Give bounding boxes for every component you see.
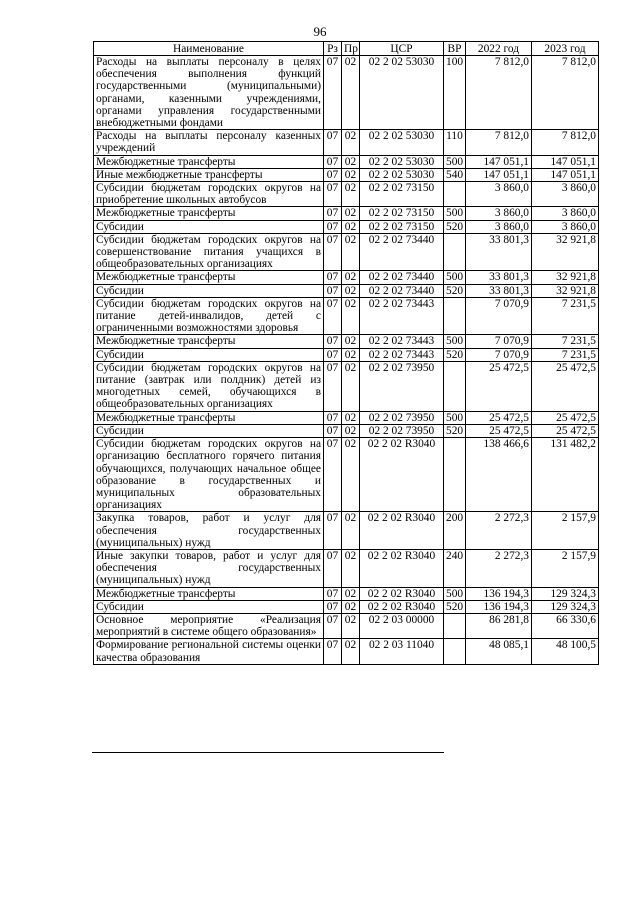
cell-target-article: 02 2 02 73440 (360, 271, 444, 284)
cell-expense-type (444, 182, 466, 207)
cell-target-article: 02 2 02 73443 (360, 335, 444, 348)
cell-amount-2022: 33 801,3 (466, 284, 532, 297)
cell-subsection: 02 (342, 639, 360, 664)
cell-amount-2022: 25 472,5 (466, 411, 532, 424)
cell-subsection: 02 (342, 233, 360, 271)
cell-amount-2023: 3 860,0 (532, 182, 599, 207)
column-header-2022: 2022 год (466, 42, 532, 56)
table-row (94, 233, 599, 271)
cell-target-article: 02 2 02 53030 (360, 168, 444, 181)
cell-name: Субсидии бюджетам городских округов на приобретение школьных автобусов (94, 182, 324, 207)
cell-section: 07 (324, 182, 342, 207)
cell-expense-type: 500 (444, 155, 466, 168)
table-row (94, 284, 599, 297)
cell-subsection: 02 (342, 613, 360, 638)
cell-amount-2023: 32 921,8 (532, 284, 599, 297)
cell-name: Субсидии (94, 600, 324, 613)
table-row (94, 130, 599, 155)
footer-divider (92, 752, 444, 753)
cell-amount-2022: 2 272,3 (466, 512, 532, 550)
cell-amount-2022: 7 070,9 (466, 335, 532, 348)
cell-name: Расходы на выплаты персоналу в целях обеспечения выполнения функций государственными (муниципальными) органами, казенными учреждениями, органами управления государственными внебюджетными фондами (94, 56, 324, 130)
table-row (94, 335, 599, 348)
cell-amount-2023: 66 330,6 (532, 613, 599, 638)
cell-amount-2022: 2 272,3 (466, 549, 532, 587)
cell-target-article: 02 2 02 R3040 (360, 600, 444, 613)
cell-target-article: 02 2 02 R3040 (360, 587, 444, 600)
cell-target-article: 02 2 02 73950 (360, 361, 444, 411)
cell-subsection: 02 (342, 587, 360, 600)
cell-section: 07 (324, 271, 342, 284)
cell-section: 07 (324, 411, 342, 424)
cell-amount-2022: 3 860,0 (466, 182, 532, 207)
cell-target-article: 02 2 02 53030 (360, 130, 444, 155)
cell-amount-2023: 25 472,5 (532, 411, 599, 424)
cell-target-article: 02 2 03 11040 (360, 639, 444, 664)
table-row (94, 512, 599, 550)
cell-target-article: 02 2 02 R3040 (360, 512, 444, 550)
cell-amount-2023: 7 231,5 (532, 297, 599, 335)
column-header-expense-type: ВР (444, 42, 466, 56)
column-header-name: Наименование (94, 42, 324, 56)
cell-expense-type (444, 297, 466, 335)
cell-subsection: 02 (342, 348, 360, 361)
cell-section: 07 (324, 130, 342, 155)
cell-section: 07 (324, 207, 342, 220)
cell-name: Субсидии бюджетам городских округов на организацию бесплатного горячего питания обучающихся, получающих начальное общее образование в государственных и муниципальных образовательных организациях (94, 438, 324, 512)
column-header-target-article: ЦСР (360, 42, 444, 56)
cell-amount-2022: 25 472,5 (466, 424, 532, 437)
cell-amount-2022: 3 860,0 (466, 220, 532, 233)
cell-amount-2022: 33 801,3 (466, 271, 532, 284)
cell-name: Межбюджетные трансферты (94, 411, 324, 424)
cell-name: Межбюджетные трансферты (94, 587, 324, 600)
cell-section: 07 (324, 335, 342, 348)
cell-subsection: 02 (342, 168, 360, 181)
cell-subsection: 02 (342, 155, 360, 168)
cell-amount-2022: 136 194,3 (466, 600, 532, 613)
table-row (94, 220, 599, 233)
cell-amount-2023: 25 472,5 (532, 424, 599, 437)
cell-section: 07 (324, 297, 342, 335)
cell-name: Субсидии (94, 348, 324, 361)
cell-amount-2023: 129 324,3 (532, 600, 599, 613)
cell-target-article: 02 2 03 00000 (360, 613, 444, 638)
cell-name: Межбюджетные трансферты (94, 155, 324, 168)
cell-expense-type: 500 (444, 335, 466, 348)
cell-amount-2022: 7 812,0 (466, 130, 532, 155)
cell-amount-2023: 147 051,1 (532, 168, 599, 181)
cell-target-article: 02 2 02 R3040 (360, 549, 444, 587)
cell-expense-type: 500 (444, 587, 466, 600)
cell-expense-type: 200 (444, 512, 466, 550)
cell-subsection: 02 (342, 361, 360, 411)
cell-section: 07 (324, 284, 342, 297)
cell-amount-2023: 25 472,5 (532, 361, 599, 411)
cell-amount-2022: 7 812,0 (466, 56, 532, 130)
cell-section: 07 (324, 168, 342, 181)
cell-amount-2022: 136 194,3 (466, 587, 532, 600)
cell-target-article: 02 2 02 73150 (360, 182, 444, 207)
cell-section: 07 (324, 600, 342, 613)
cell-section: 07 (324, 348, 342, 361)
table-row (94, 297, 599, 335)
cell-amount-2022: 25 472,5 (466, 361, 532, 411)
cell-amount-2022: 138 466,6 (466, 438, 532, 512)
table-row (94, 168, 599, 181)
column-header-section: Рз (324, 42, 342, 56)
table-row (94, 348, 599, 361)
cell-expense-type (444, 361, 466, 411)
cell-subsection: 02 (342, 182, 360, 207)
cell-name: Расходы на выплаты персоналу казенных учреждений (94, 130, 324, 155)
cell-amount-2022: 3 860,0 (466, 207, 532, 220)
cell-section: 07 (324, 639, 342, 664)
cell-subsection: 02 (342, 207, 360, 220)
cell-subsection: 02 (342, 600, 360, 613)
table-row (94, 411, 599, 424)
cell-name: Субсидии бюджетам городских округов на совершенствование питания учащихся в общеобразовательных организациях (94, 233, 324, 271)
table-row (94, 549, 599, 587)
cell-name: Субсидии (94, 424, 324, 437)
cell-amount-2022: 7 070,9 (466, 297, 532, 335)
cell-subsection: 02 (342, 424, 360, 437)
cell-target-article: 02 2 02 73150 (360, 207, 444, 220)
cell-expense-type: 520 (444, 284, 466, 297)
cell-section: 07 (324, 549, 342, 587)
cell-target-article: 02 2 02 73150 (360, 220, 444, 233)
cell-amount-2022: 7 070,9 (466, 348, 532, 361)
cell-name: Иные межбюджетные трансферты (94, 168, 324, 181)
cell-subsection: 02 (342, 335, 360, 348)
cell-name: Субсидии бюджетам городских округов на питание (завтрак или полдник) детей из многодетных семей, обучающихся в общеобразовательных организациях (94, 361, 324, 411)
cell-expense-type: 520 (444, 600, 466, 613)
cell-section: 07 (324, 155, 342, 168)
header-row (94, 42, 599, 56)
cell-section: 07 (324, 613, 342, 638)
column-header-subsection: Пр (342, 42, 360, 56)
table-row (94, 424, 599, 437)
cell-subsection: 02 (342, 438, 360, 512)
cell-section: 07 (324, 587, 342, 600)
cell-section: 07 (324, 233, 342, 271)
cell-expense-type: 100 (444, 56, 466, 130)
table-row (94, 600, 599, 613)
cell-target-article: 02 2 02 73440 (360, 233, 444, 271)
cell-name: Основное мероприятие «Реализация мероприятий в системе общего образования» (94, 613, 324, 638)
cell-amount-2022: 33 801,3 (466, 233, 532, 271)
cell-amount-2023: 147 051,1 (532, 155, 599, 168)
cell-target-article: 02 2 02 73443 (360, 297, 444, 335)
cell-amount-2023: 7 231,5 (532, 348, 599, 361)
cell-amount-2023: 2 157,9 (532, 549, 599, 587)
cell-amount-2023: 131 482,2 (532, 438, 599, 512)
cell-amount-2023: 3 860,0 (532, 207, 599, 220)
table-row (94, 155, 599, 168)
cell-expense-type: 520 (444, 220, 466, 233)
cell-section: 07 (324, 438, 342, 512)
cell-amount-2023: 32 921,8 (532, 271, 599, 284)
cell-target-article: 02 2 02 73443 (360, 348, 444, 361)
cell-subsection: 02 (342, 284, 360, 297)
cell-amount-2023: 7 812,0 (532, 130, 599, 155)
cell-expense-type: 110 (444, 130, 466, 155)
cell-amount-2022: 147 051,1 (466, 168, 532, 181)
cell-expense-type: 540 (444, 168, 466, 181)
table-row (94, 438, 599, 512)
budget-table (93, 41, 599, 665)
cell-expense-type: 500 (444, 207, 466, 220)
cell-target-article: 02 2 02 73950 (360, 411, 444, 424)
table-row (94, 207, 599, 220)
cell-amount-2022: 147 051,1 (466, 155, 532, 168)
cell-name: Межбюджетные трансферты (94, 335, 324, 348)
cell-name: Иные закупки товаров, работ и услуг для обеспечения государственных (муниципальных) нужд (94, 549, 324, 587)
cell-amount-2023: 129 324,3 (532, 587, 599, 600)
cell-subsection: 02 (342, 512, 360, 550)
cell-expense-type (444, 613, 466, 638)
cell-name: Межбюджетные трансферты (94, 271, 324, 284)
cell-target-article: 02 2 02 53030 (360, 56, 444, 130)
cell-subsection: 02 (342, 220, 360, 233)
cell-name: Формирование региональной системы оценки качества образования (94, 639, 324, 664)
cell-expense-type (444, 438, 466, 512)
cell-target-article: 02 2 02 73440 (360, 284, 444, 297)
cell-amount-2023: 32 921,8 (532, 233, 599, 271)
cell-expense-type: 500 (444, 411, 466, 424)
cell-name: Субсидии бюджетам городских округов на питание детей-инвалидов, детей с ограниченными возможностями здоровья (94, 297, 324, 335)
cell-section: 07 (324, 361, 342, 411)
table-row (94, 639, 599, 664)
cell-subsection: 02 (342, 130, 360, 155)
page-number: 96 (313, 24, 327, 39)
cell-section: 07 (324, 220, 342, 233)
cell-expense-type (444, 233, 466, 271)
cell-amount-2022: 86 281,8 (466, 613, 532, 638)
cell-name: Субсидии (94, 220, 324, 233)
cell-amount-2023: 7 231,5 (532, 335, 599, 348)
cell-name: Межбюджетные трансферты (94, 207, 324, 220)
cell-name: Субсидии (94, 284, 324, 297)
cell-expense-type: 520 (444, 348, 466, 361)
cell-amount-2023: 7 812,0 (532, 56, 599, 130)
table-row (94, 613, 599, 638)
column-header-2023: 2023 год (532, 42, 599, 56)
cell-target-article: 02 2 02 73950 (360, 424, 444, 437)
cell-section: 07 (324, 56, 342, 130)
cell-subsection: 02 (342, 411, 360, 424)
cell-subsection: 02 (342, 549, 360, 587)
cell-subsection: 02 (342, 297, 360, 335)
table-row (94, 361, 599, 411)
cell-name: Закупка товаров, работ и услуг для обеспечения государственных (муниципальных) нужд (94, 512, 324, 550)
cell-section: 07 (324, 424, 342, 437)
table-row (94, 56, 599, 130)
cell-amount-2022: 48 085,1 (466, 639, 532, 664)
cell-expense-type (444, 639, 466, 664)
cell-expense-type: 240 (444, 549, 466, 587)
table-row (94, 271, 599, 284)
cell-amount-2023: 48 100,5 (532, 639, 599, 664)
cell-subsection: 02 (342, 56, 360, 130)
table-row (94, 587, 599, 600)
cell-expense-type: 520 (444, 424, 466, 437)
cell-amount-2023: 2 157,9 (532, 512, 599, 550)
cell-expense-type: 500 (444, 271, 466, 284)
cell-amount-2023: 3 860,0 (532, 220, 599, 233)
cell-subsection: 02 (342, 271, 360, 284)
cell-target-article: 02 2 02 R3040 (360, 438, 444, 512)
cell-section: 07 (324, 512, 342, 550)
cell-target-article: 02 2 02 53030 (360, 155, 444, 168)
table-row (94, 182, 599, 207)
